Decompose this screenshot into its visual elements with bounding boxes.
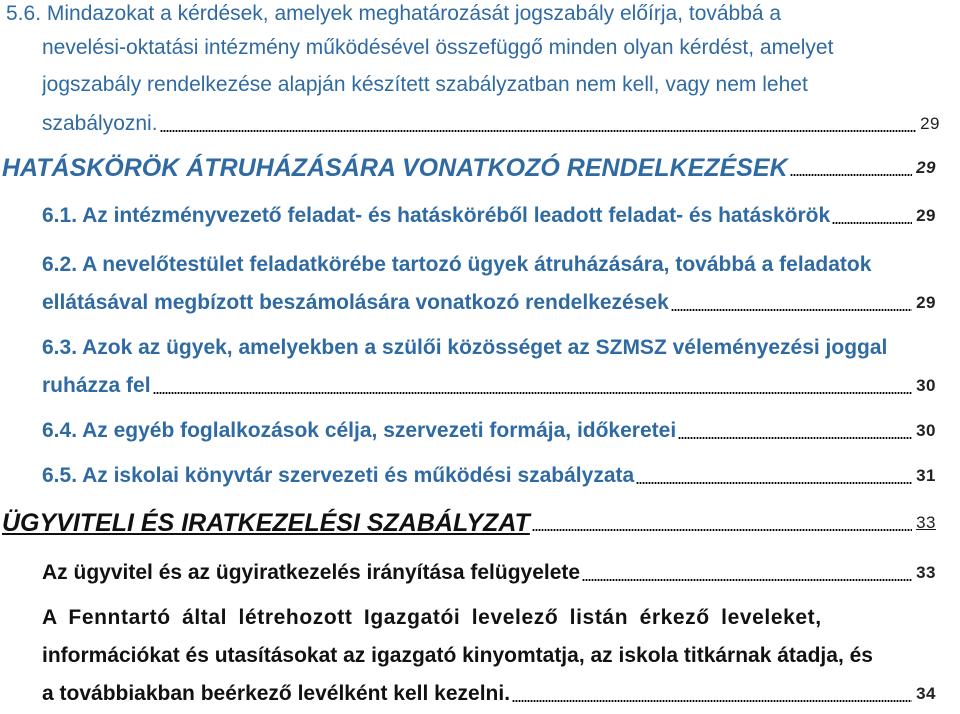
toc-line (42, 65, 940, 105)
page-number: 31 (916, 466, 936, 485)
toc-text: 6.2. A nevelőtestület feladatkörébe tartozó ügyek átruházására, továbbá a feladatok (42, 253, 872, 276)
toc-line (42, 366, 936, 406)
toc-text: információkat és utasításokat az igazgató kinyomtatja, az iskola titkárnak átadja, és (42, 644, 873, 667)
page-number: 30 (916, 421, 936, 440)
leader-dots (160, 129, 917, 133)
page-number: 29 (916, 206, 936, 225)
page-number: 29 (916, 158, 936, 177)
toc-text: HATÁSKÖRÖK ÁTRUHÁZÁSÁRA VONATKOZÓ RENDELKEZÉSEK (2, 153, 788, 182)
toc-line (42, 674, 936, 714)
toc-text: nevelési-oktatási intézmény működésével összefüggő minden olyan kérdést, amelyet (42, 36, 834, 59)
toc-line (42, 283, 936, 323)
toc-line (2, 148, 936, 188)
leader-dots (512, 699, 912, 703)
toc-text: szabályozni. (42, 112, 158, 135)
toc-text: a továbbiakban beérkező levélként kell kezelni. (42, 682, 511, 705)
leader-dots (636, 481, 912, 485)
page-number: 33 (916, 513, 936, 532)
toc-text: 6.5. Az iskolai könyvtár szervezeti és működési szabályzata (42, 464, 635, 487)
leader-dots (678, 436, 912, 440)
page-number: 29 (920, 114, 940, 133)
toc-line (42, 456, 936, 496)
toc-text: ÜGYVITELI ÉS IRATKEZELÉSI SZABÁLYZAT (2, 508, 530, 537)
toc-text: ellátásával megbízott beszámolására vonatkozó rendelkezések (42, 291, 669, 314)
toc-text: 6.1. Az intézményvezető feladat- és hatásköréből leadott feladat- és hatáskörök (42, 204, 831, 227)
toc-text: 6.3. Azok az ügyek, amelyekben a szülői közösséget az SZMSZ véleményezési joggal (42, 336, 888, 359)
toc-line (42, 598, 938, 638)
toc-text: 6.4. Az egyéb foglalkozások célja, szervezeti formája, időkeretei (42, 419, 677, 442)
leader-dots (832, 221, 912, 225)
toc-line (42, 328, 940, 368)
toc-line (2, 503, 936, 543)
page-number: 29 (916, 293, 936, 312)
toc-line (42, 636, 948, 676)
toc-line (42, 196, 936, 236)
toc-line (42, 104, 940, 144)
toc-text: 5.6. Mindazokat a kérdések, amelyek meghatározását jogszabály előírja, továbbá a (6, 2, 782, 25)
toc-text: Az ügyvitel és az ügyiratkezelés irányítása felügyelete (42, 561, 581, 584)
toc-text: A Fenntartó által létrehozott Igazgatói levelező listán érkező leveleket, (42, 606, 822, 629)
toc-text: ruházza fel (42, 374, 151, 397)
leader-dots (671, 308, 912, 312)
page-number: 34 (916, 684, 936, 703)
leader-dots (153, 391, 913, 395)
toc-text: jogszabály rendelkezése alapján készített szabályzatban nem kell, vagy nem lehet (42, 73, 808, 96)
leader-dots (582, 578, 912, 582)
toc-line (42, 28, 940, 68)
leader-dots (790, 173, 912, 177)
page-number: 33 (916, 563, 936, 582)
toc-line (42, 245, 940, 285)
leader-dots (532, 528, 912, 532)
toc-line (42, 553, 936, 593)
page-number: 30 (916, 376, 936, 395)
toc-line (42, 411, 936, 451)
